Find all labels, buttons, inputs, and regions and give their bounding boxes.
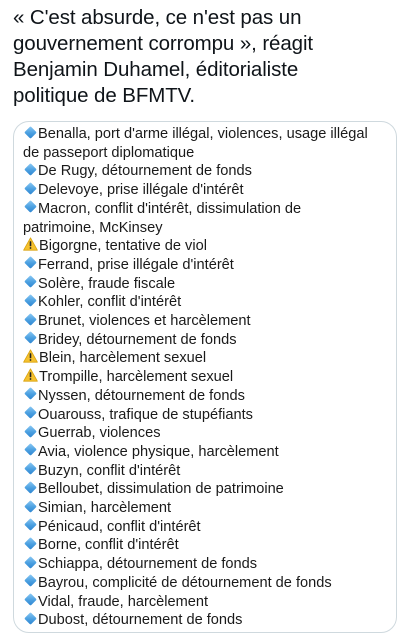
list-item <box>23 275 396 294</box>
blue-diamond-icon <box>23 462 37 476</box>
list-item-line <box>23 125 396 144</box>
list-item <box>23 574 396 593</box>
blue-diamond-icon <box>23 406 37 420</box>
list-item <box>23 462 396 481</box>
list-item-text: Vidal, fraude, harcèlement <box>38 593 209 610</box>
list-item <box>23 349 396 368</box>
embedded-image-card[interactable] <box>13 121 397 633</box>
list-item-text: de passeport diplomatique <box>23 144 195 161</box>
list-item <box>23 518 396 537</box>
blue-diamond-icon <box>23 499 37 513</box>
warning-icon <box>23 349 38 363</box>
list-item-line <box>23 387 396 406</box>
blue-diamond-icon <box>23 331 37 345</box>
list-item-text: Delevoye, prise illégale d'intérêt <box>38 182 244 199</box>
list-item <box>23 555 396 574</box>
list-item <box>23 256 396 275</box>
blue-diamond-icon <box>23 312 37 326</box>
list-item <box>23 368 396 387</box>
warning-icon <box>23 237 38 251</box>
tweet-text-line: gouvernement corrompu », réagit <box>13 32 314 55</box>
list-item-text: Belloubet, dissimulation de patrimoine <box>38 481 284 498</box>
list-item-text: Blein, harcèlement sexuel <box>39 350 207 367</box>
list-item <box>23 611 396 630</box>
blue-diamond-icon <box>23 293 37 307</box>
list-item-text: Borne, conflit d'intérêt <box>38 537 179 554</box>
list-item-line <box>23 256 396 275</box>
scandal-list <box>14 122 396 630</box>
list-item-text: Bridey, détournement de fonds <box>38 331 237 348</box>
list-item-line <box>23 480 396 499</box>
list-item-line <box>23 443 396 462</box>
list-item-line <box>23 406 396 425</box>
list-item-line <box>23 593 396 612</box>
list-item-line <box>23 219 396 238</box>
blue-diamond-icon <box>23 480 37 494</box>
list-item <box>23 443 396 462</box>
blue-diamond-icon <box>23 593 37 607</box>
blue-diamond-icon <box>23 181 37 195</box>
list-item-line <box>23 312 396 331</box>
blue-diamond-icon <box>23 611 37 625</box>
list-item-line <box>23 499 396 518</box>
list-item <box>23 181 396 200</box>
list-item-text: De Rugy, détournement de fonds <box>38 163 252 180</box>
list-item-line <box>23 349 396 368</box>
blue-diamond-icon <box>23 162 37 176</box>
list-item-text: Avia, violence physique, harcèlement <box>38 443 279 460</box>
list-item-text: Macron, conflit d'intérêt, dissimulation de <box>38 200 302 217</box>
list-item-text: Schiappa, détournement de fonds <box>38 556 258 573</box>
list-item <box>23 593 396 612</box>
list-item <box>23 387 396 406</box>
tweet-text-line: Benjamin Duhamel, éditorialiste <box>13 58 299 81</box>
list-item <box>23 237 396 256</box>
list-item-line <box>23 518 396 537</box>
list-item-text: patrimoine, McKinsey <box>23 219 163 236</box>
list-item-line <box>23 200 396 219</box>
blue-diamond-icon <box>23 387 37 401</box>
list-item-text: Guerrab, violences <box>38 425 161 442</box>
list-item <box>23 125 396 162</box>
list-item-line <box>23 555 396 574</box>
list-item-line <box>23 368 396 387</box>
list-item-text: Dubost, détournement de fonds <box>38 612 243 629</box>
list-item-line <box>23 162 396 181</box>
list-item-text: Pénicaud, conflit d'intérêt <box>38 518 201 535</box>
list-item-text: Kohler, conflit d'intérêt <box>38 294 182 311</box>
blue-diamond-icon <box>23 574 37 588</box>
blue-diamond-icon <box>23 443 37 457</box>
list-item-line <box>23 536 396 555</box>
list-item-line <box>23 237 396 256</box>
list-item-line <box>23 275 396 294</box>
blue-diamond-icon <box>23 555 37 569</box>
list-item <box>23 480 396 499</box>
blue-diamond-icon <box>23 256 37 270</box>
list-item <box>23 293 396 312</box>
list-item-text: Ferrand, prise illégale d'intérêt <box>38 256 234 273</box>
tweet-text-line: « C'est absurde, ce n'est pas un <box>13 6 302 29</box>
list-item-text: Bayrou, complicité de détournement de fonds <box>38 574 332 591</box>
list-item-line <box>23 181 396 200</box>
list-item-text: Buzyn, conflit d'intérêt <box>38 462 181 479</box>
list-item-line <box>23 144 396 163</box>
list-item-text: Brunet, violences et harcèlement <box>38 313 251 330</box>
blue-diamond-icon <box>23 536 37 550</box>
list-item <box>23 536 396 555</box>
list-item-text: Trompille, harcèlement sexuel <box>39 369 234 386</box>
list-item <box>23 499 396 518</box>
warning-icon <box>23 368 38 382</box>
list-item <box>23 162 396 181</box>
blue-diamond-icon <box>23 518 37 532</box>
blue-diamond-icon <box>23 275 37 289</box>
list-item-text: Nyssen, détournement de fonds <box>38 387 245 404</box>
blue-diamond-icon <box>23 424 37 438</box>
list-item <box>23 312 396 331</box>
list-item <box>23 406 396 425</box>
list-item-line <box>23 611 396 630</box>
tweet-text-line: politique de BFMTV. <box>13 84 195 107</box>
list-item-line <box>23 424 396 443</box>
list-item-text: Solère, fraude fiscale <box>38 275 176 292</box>
list-item-line <box>23 293 396 312</box>
list-item-text: Bigorgne, tentative de viol <box>39 238 207 255</box>
list-item <box>23 424 396 443</box>
tweet-text <box>13 5 401 109</box>
list-item-line <box>23 331 396 350</box>
list-item-line <box>23 574 396 593</box>
list-item <box>23 200 396 237</box>
list-item-text: Simian, harcèlement <box>38 500 172 517</box>
list-item <box>23 331 396 350</box>
blue-diamond-icon <box>23 200 37 214</box>
list-item-text: Ouarouss, trafique de stupéfiants <box>38 406 253 423</box>
list-item-line <box>23 462 396 481</box>
list-item-text: Benalla, port d'arme illégal, violences, usage illégal <box>38 126 368 142</box>
blue-diamond-icon <box>23 125 37 139</box>
